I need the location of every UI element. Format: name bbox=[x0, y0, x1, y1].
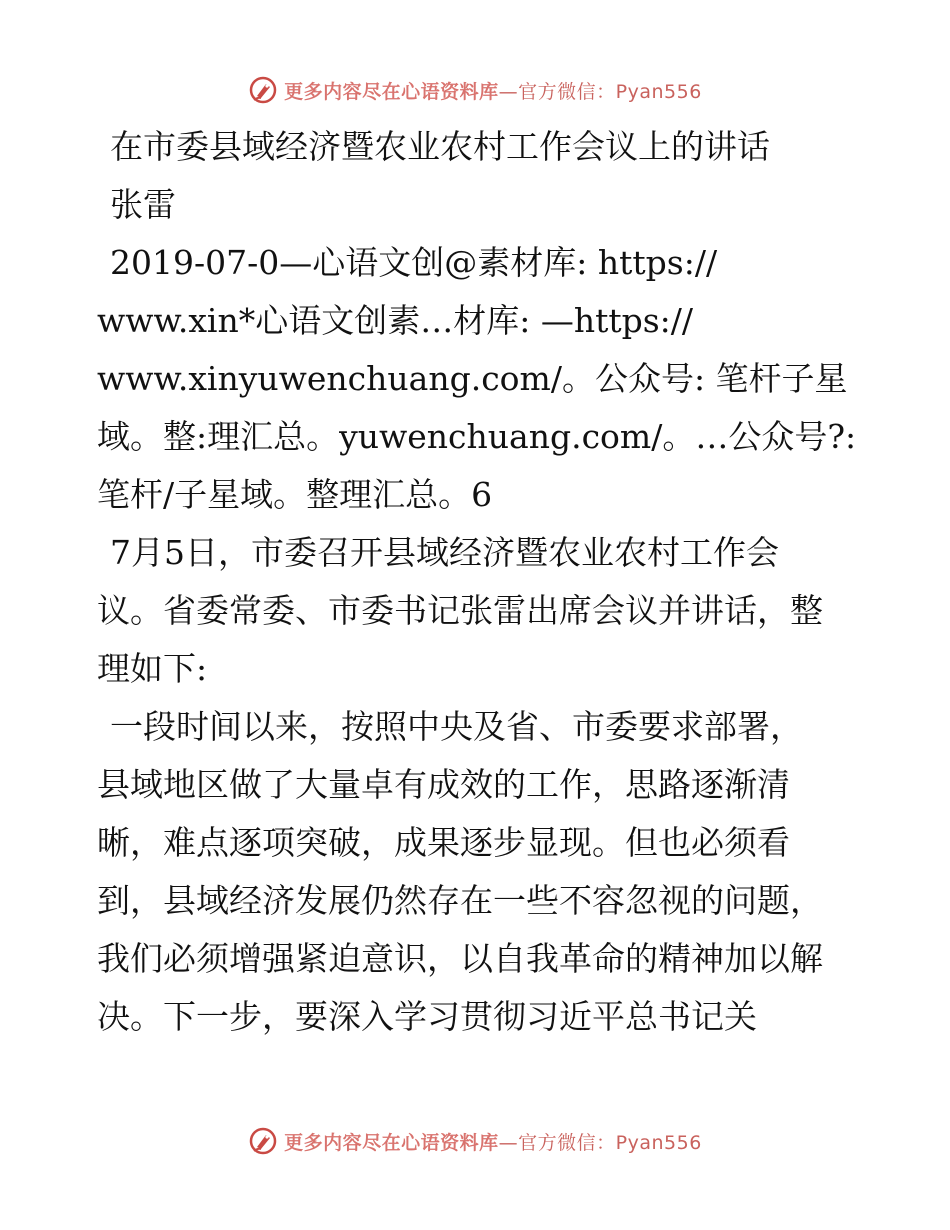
paragraph-line: 晰，难点逐项突破，成果逐步显现。但也必须看 bbox=[97, 823, 790, 862]
watermark-separator: — bbox=[498, 1131, 519, 1154]
meta-line: 2019-07-0—心语文创@素材库: https:// bbox=[110, 243, 718, 282]
watermark-text bbox=[284, 1128, 702, 1155]
watermark-text bbox=[284, 77, 702, 104]
paragraph-line: 一段时间以来，按照中央及省、市委要求部署， bbox=[110, 707, 803, 746]
paragraph-line: 我们必须增强紧迫意识，以自我革命的精神加以解 bbox=[97, 939, 823, 978]
paragraph-line: 7月5日，市委召开县域经济暨农业农村工作会 bbox=[110, 533, 779, 572]
paragraph-line: 县域地区做了大量卓有成效的工作，思路逐渐清 bbox=[97, 765, 790, 804]
paragraph-line: 决。下一步，要深入学习贯彻习近平总书记关 bbox=[97, 997, 757, 1036]
watermark-wechat-text: 官方微信：Pyan556 bbox=[518, 80, 702, 103]
meta-line: 笔杆/子星域。整理汇总。6 bbox=[97, 475, 493, 514]
meta-block bbox=[97, 234, 857, 524]
paragraph-line: 理如下: bbox=[97, 649, 208, 688]
watermark-wechat-text: 官方微信：Pyan556 bbox=[518, 1131, 702, 1154]
pen-nib-logo-icon bbox=[248, 1126, 278, 1156]
watermark-main-text: 更多内容尽在心语资料库 bbox=[284, 80, 499, 103]
meta-line: www.xin*心语文创素…材库: —https:// bbox=[97, 301, 694, 340]
footer-watermark-banner bbox=[0, 1123, 950, 1159]
paragraph-body bbox=[97, 698, 857, 1046]
paragraph-line: 到，县域经济发展仍然存在一些不容忽视的问题， bbox=[97, 881, 823, 920]
meta-line: www.xinyuwenchuang.com/。公众号: 笔杆子星 bbox=[97, 359, 848, 398]
header-watermark-banner bbox=[0, 72, 950, 108]
document-author: 张雷 bbox=[110, 185, 176, 224]
watermark-separator: — bbox=[498, 80, 519, 103]
watermark-main-text: 更多内容尽在心语资料库 bbox=[284, 1131, 499, 1154]
document-body bbox=[97, 118, 857, 1046]
meta-line: 域。整:理汇总。yuwenchuang.com/。…公众号?: bbox=[97, 417, 857, 456]
pen-nib-logo-icon bbox=[248, 75, 278, 105]
document-title: 在市委县域经济暨农业农村工作会议上的讲话 bbox=[110, 127, 770, 166]
paragraph-intro bbox=[97, 524, 857, 698]
paragraph-line: 议。省委常委、市委书记张雷出席会议并讲话，整 bbox=[97, 591, 823, 630]
